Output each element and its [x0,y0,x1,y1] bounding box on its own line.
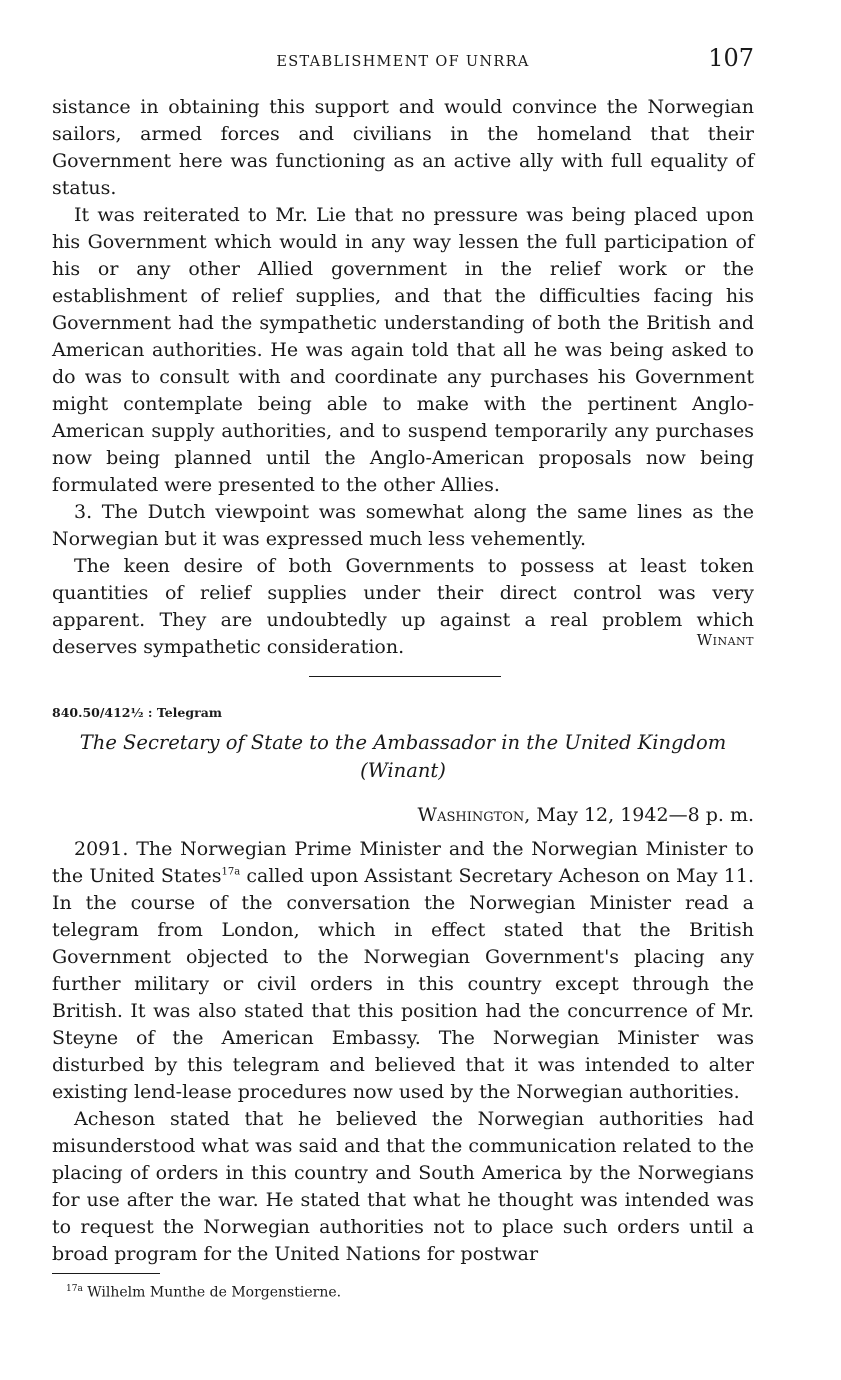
title-line-recipient: (Winant) [360,759,446,782]
running-title: ESTABLISHMENT OF UNRRA [276,54,530,70]
footnote-mark: 17a [66,1284,83,1294]
footnote-divider [52,1273,160,1274]
file-reference: 840.50/412½ : Telegram [52,705,223,720]
paragraph-text: 2091. The Norwegian Prime Minister and the Norwegian Minister to the United States [52,838,754,887]
paragraph-text: called upon Assistant Secretary Acheson on May 11. In the course of the conversation the Norwegian Minister read a telegram from London, which in effect stated that the British Government objected to the Norwegian Government's placing any further military or civil orders in this country except through the British. It was also stated that this position had the concurrence of Mr. Steyne of the American Embassy. The Norwegian Minister was disturbed by this telegram and believed that it was intended to alter existing lend-lease procedures now used by the Norwegian authorities. [52,865,754,1103]
paragraph: 3. The Dutch viewpoint was somewhat along the same lines as the Norwegian but it was expressed much less vehemently. [52,501,754,550]
paragraph: The keen desire of both Governments to possess at least token quantities of relief supplies under their direct control was very apparent. They are undoubtedly up against a real problem which deserves sympathetic consideration. [52,555,754,658]
document-title [52,729,754,785]
title-line: The Secretary of State to the Ambassador in the United Kingdom [79,731,727,754]
section-1-body [52,94,754,661]
signature: Winant [696,631,754,649]
paragraph [52,836,754,1106]
footnote-text: Wilhelm Munthe de Morgenstierne. [87,1284,342,1301]
dateline-time: May 12, 1942—8 p. m. [536,804,754,826]
footnote-reference: 17a [221,866,241,878]
telegram-body [52,836,754,1268]
page-number: 107 [708,44,754,72]
paragraph: Acheson stated that he believed the Norwegian authorities had misunderstood what was said and that the communication related to the placing of orders in this country and South America by the Norwegians for use after the war. He stated that what he thought was intended was to request the Norwegian authorities not to place such orders until a broad program for the United Nations for postwar [52,1108,754,1265]
dateline-place: Washington, [417,804,531,826]
section-divider [309,676,501,677]
running-head [52,44,754,80]
dateline [418,804,754,826]
paragraph-continuation: sistance in obtaining this support and would convince the Norwegian sailors, armed forces and civilians in the homeland that their Government here was functioning as an active ally with full equality of status. [52,96,754,199]
paragraph: It was reiterated to Mr. Lie that no pressure was being placed upon his Government which would in any way lessen the full participation of his or any other Allied government in the relief work or the establishment of relief supplies, and that the difficulties facing his Government had the sympathetic understanding of both the British and American authorities. He was again told that all he was being asked to do was to consult with and coordinate any purchases his Government might contemplate being able to make with the pertinent Anglo-American supply authorities, and to suspend temporarily any purchases now being planned until the Anglo-American proposals now being formulated were presented to the other Allies. [52,204,754,496]
footnote [66,1284,341,1301]
